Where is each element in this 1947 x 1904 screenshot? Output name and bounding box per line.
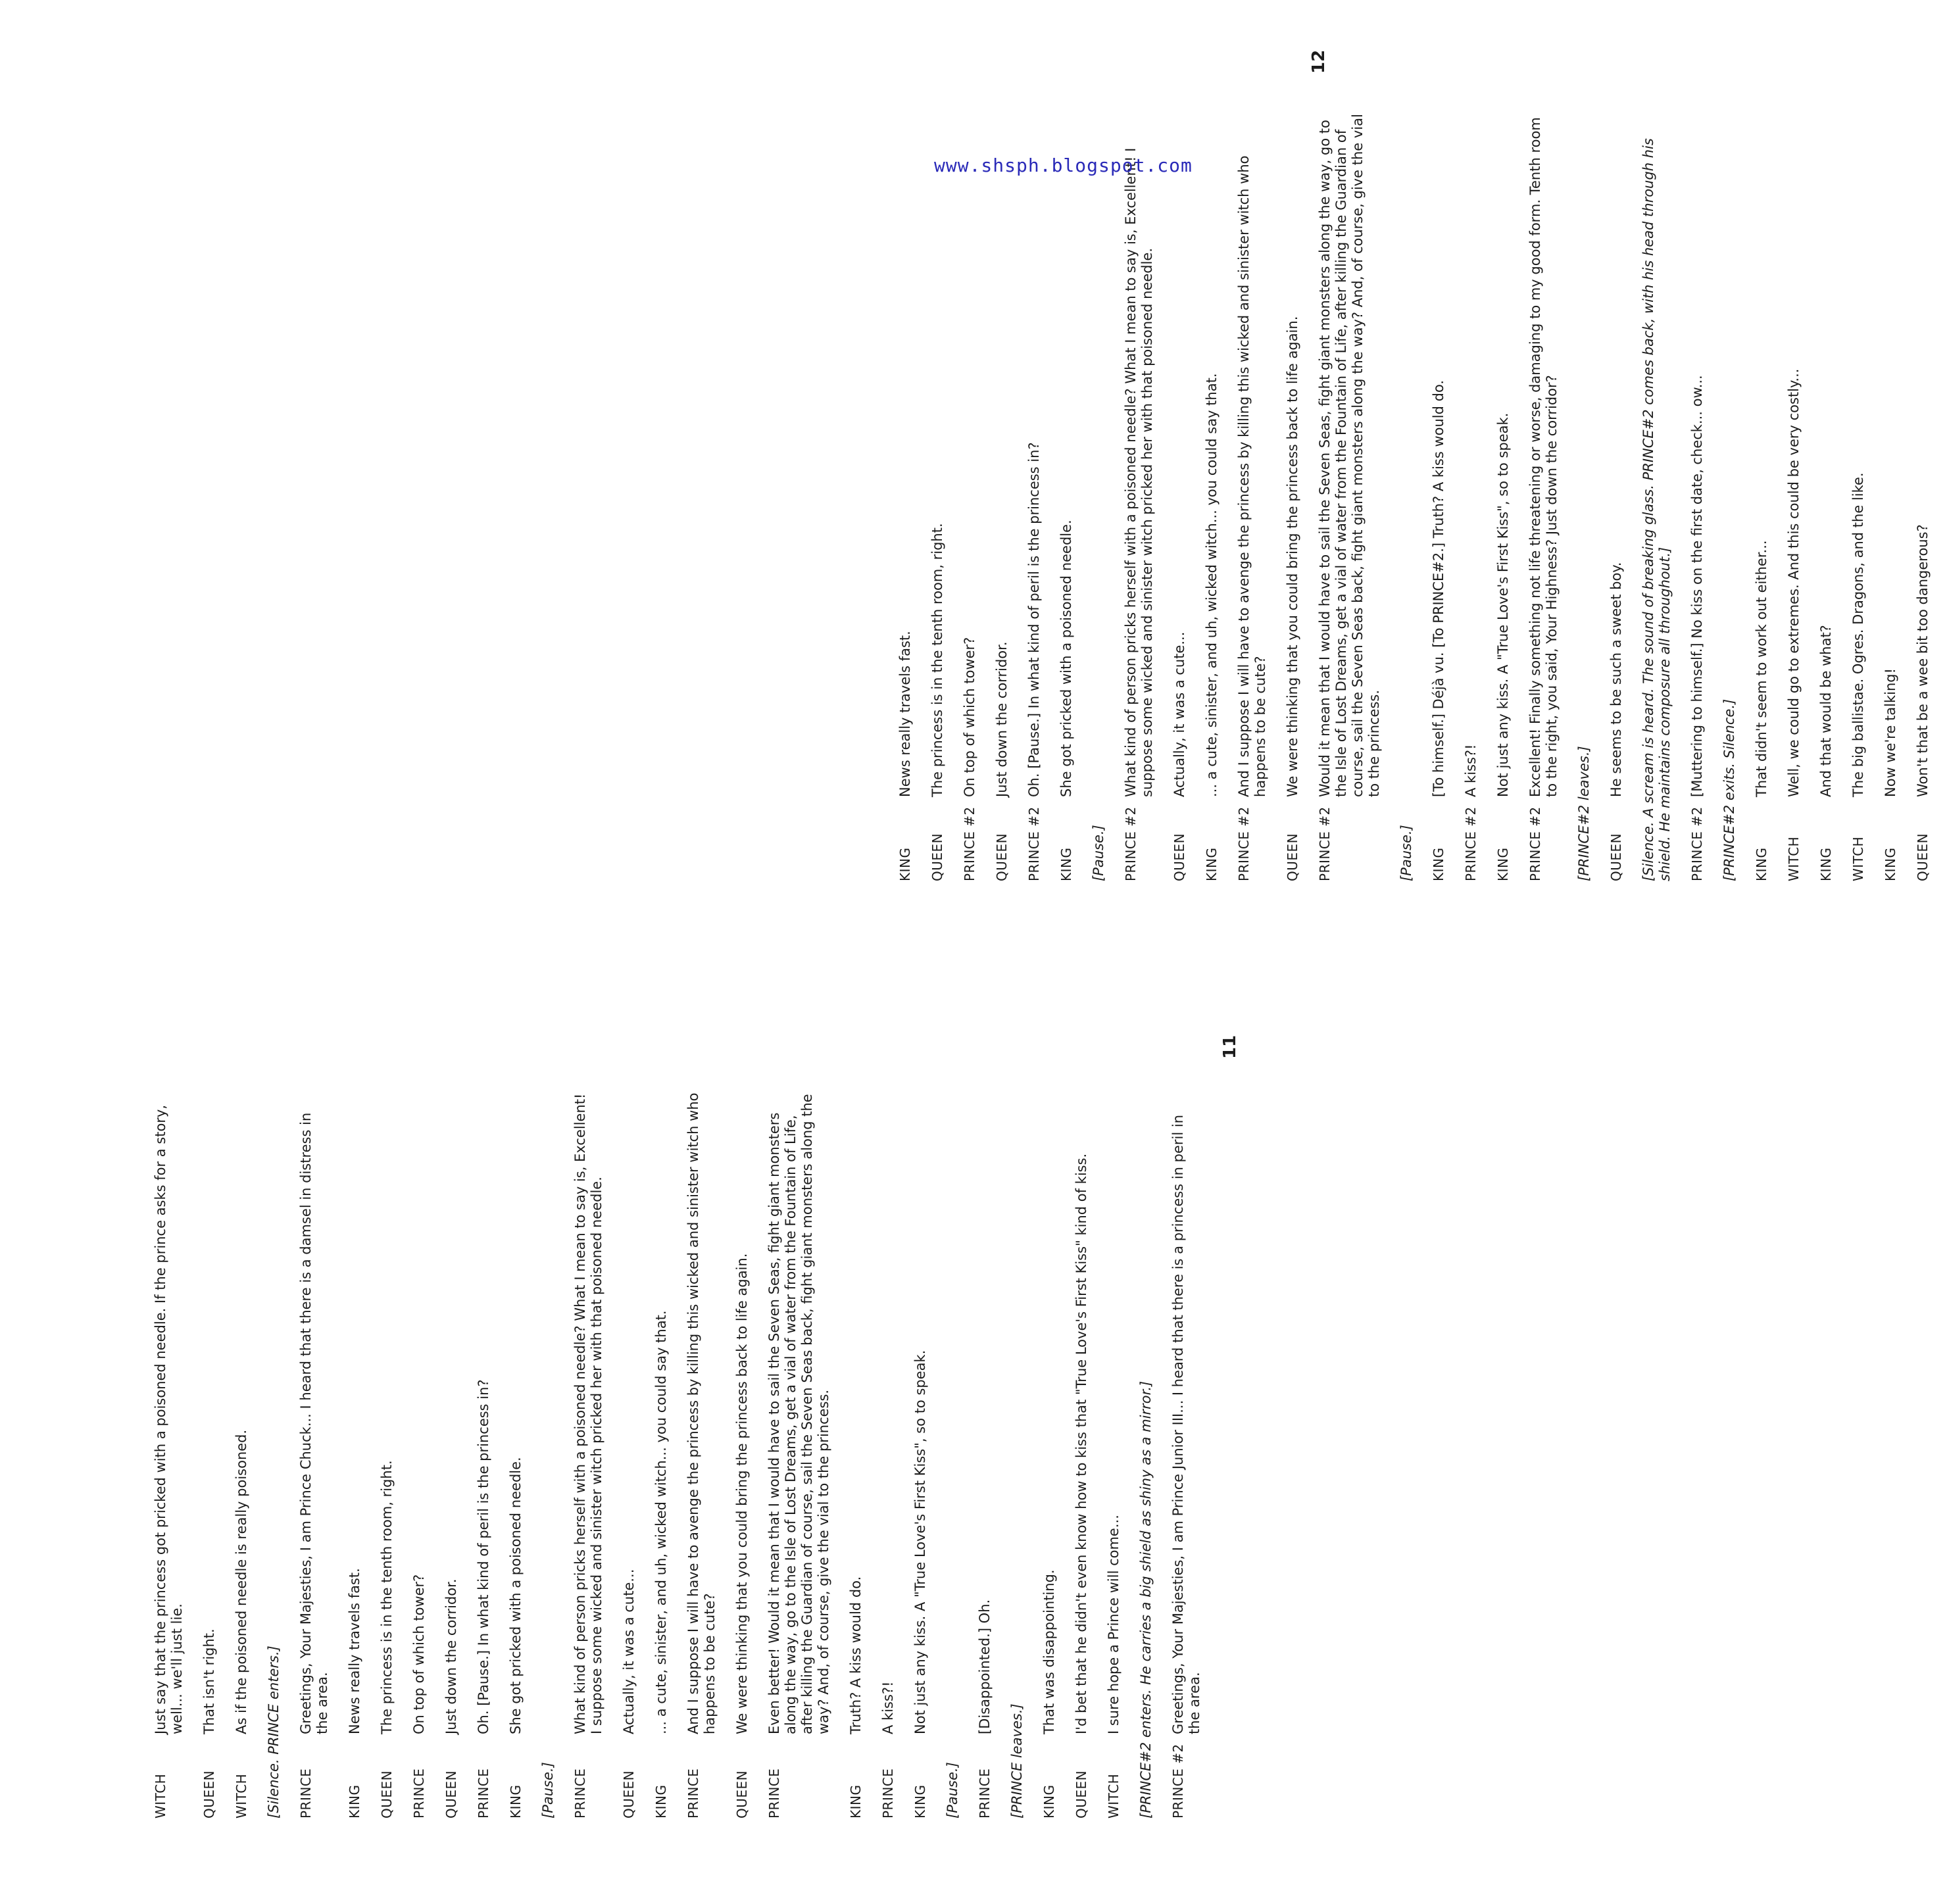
speaker-name: KING [1058, 847, 1074, 881]
speaker-name: WITCH [1106, 1773, 1121, 1819]
dialogue-line [1123, 102, 1156, 881]
dialogue-line [379, 1092, 395, 1819]
dialogue-line [1106, 1092, 1122, 1819]
stage-direction-text: [Pause.] [1091, 825, 1106, 881]
dialogue-text: On top of which tower? [411, 1574, 427, 1734]
speaker-name: QUEEN [929, 833, 945, 881]
speaker-name: KING [1818, 847, 1834, 881]
dialogue-line [201, 1092, 218, 1819]
dialogue-text: Excellent! Finally something not life threatening or worse, damaging to my good form. Tenth room to the right, you said, Your Highness? Just down the corridor? [1527, 117, 1560, 797]
dialogue-line [411, 1092, 428, 1819]
dialogue-line [1285, 102, 1301, 881]
dialogue-line [1236, 102, 1269, 881]
stage-direction [1009, 1092, 1025, 1819]
dialogue-text: And I suppose I will have to avenge the princess by killing this wicked and sinister witch who happens to be cute? [1236, 155, 1268, 797]
dialogue-text: Would it mean that I would have to sail the Seven Seas, fight giant monsters along the way, go to the Isle of Lost Dreams, get a vial of water from the Fountain of Life, after killing the Guardian of course, sail the Seven Seas back, fight giant monsters along the way? And, of course, give the vial to the princess. [1317, 114, 1382, 797]
dialogue-line [1495, 102, 1512, 881]
speaker-name: PRINCE [766, 1768, 782, 1819]
stage-direction [1721, 102, 1738, 881]
speaker-name: QUEEN [734, 1770, 750, 1819]
speaker-name: WITCH [1786, 836, 1802, 881]
dialogue-line [929, 102, 946, 881]
dialogue-line [653, 1092, 670, 1819]
dialogue-text: Just down the corridor. [443, 1578, 459, 1734]
stage-direction [1576, 102, 1592, 881]
dialogue-line [1915, 102, 1931, 881]
dialogue-text: Even better! Would it mean that I would have to sail the Seven Seas, fight giant monsters along the way, go to the Isle of Lost Dreams, get a vial of water from the Fountain of Life, after killing the Guardian of course, sail the Seven Seas back, fight giant monsters along the way? And, of course, give the vial to the princess. [766, 1094, 831, 1734]
dialogue-line [1689, 102, 1706, 881]
speaker-name: KING [1495, 847, 1511, 881]
speaker-name: KING [848, 1784, 864, 1819]
dialogue-text: That was disappointing. [1041, 1569, 1057, 1734]
dialogue-line [153, 1092, 185, 1819]
dialogue-text: A kiss?! [1463, 744, 1479, 797]
dialogue-line [1204, 102, 1220, 881]
page-number: 12 [1309, 49, 1329, 74]
dialogue-text: She got pricked with a poisoned needle. [508, 1457, 524, 1734]
speaker-name: KING [1754, 847, 1769, 881]
dialogue-text: Not just any kiss. A "True Love's First Kiss", so to speak. [1495, 412, 1511, 797]
dialogue-line [1041, 1092, 1058, 1819]
stage-direction [1640, 102, 1673, 881]
speaker-name: KING [1204, 847, 1220, 881]
stage-direction-text: [Silence. A scream is heard. The sound of breaking glass. PRINCE#2 comes back, with his head through his shield. He maintains composure all throughout.] [1640, 138, 1673, 881]
dialogue-line [880, 1092, 897, 1819]
dialogue-line [234, 1092, 250, 1819]
stage-direction [1398, 102, 1415, 881]
dialogue-text: Actually, it was a cute... [1171, 631, 1187, 797]
dialogue-line [897, 102, 914, 881]
dialogue-line [1850, 102, 1867, 881]
speaker-name: QUEEN [1915, 833, 1931, 881]
speaker-name: KING [1883, 847, 1898, 881]
dialogue-line [912, 1092, 929, 1819]
speaker-name: PRINCE #2 [1317, 806, 1333, 881]
speaker-name: KING [508, 1784, 524, 1819]
dialogue-text: I'd bet that he didn't even know how to kiss that "True Love's First Kiss" kind of kiss. [1073, 1153, 1089, 1734]
dialogue-text: Actually, it was a cute... [621, 1569, 637, 1734]
stage-direction [1091, 102, 1107, 881]
dialogue-text: Just say that the princess got pricked with a poisoned needle. If the prince asks for a story, well... we'll just lie. [153, 1104, 185, 1734]
speaker-name: PRINCE [476, 1768, 491, 1819]
dialogue-text: [Muttering to himself.] No kiss on the first date, check... ow... [1689, 375, 1705, 797]
speaker-name: QUEEN [621, 1770, 637, 1819]
stage-direction [266, 1092, 282, 1819]
stage-direction-text: [Pause.] [540, 1762, 556, 1819]
dialogue-line [1073, 1092, 1090, 1819]
dialogue-text: She got pricked with a poisoned needle. [1058, 520, 1074, 797]
speaker-name: PRINCE #2 [1463, 806, 1479, 881]
stage-direction-text: [PRINCE#2 enters. He carries a big shield as shiny as a mirror.] [1138, 1380, 1154, 1819]
speaker-name: WITCH [1850, 836, 1866, 881]
dialogue-text: Truth? A kiss would do. [848, 1576, 864, 1734]
dialogue-text: Oh. [Pause.] In what kind of peril is the princess in? [476, 1379, 491, 1734]
dialogue-text: We were thinking that you could bring the princess back to life again. [734, 1253, 750, 1734]
speaker-name: PRINCE [298, 1768, 314, 1819]
dialogue-line [1058, 102, 1075, 881]
dialogue-line [476, 1092, 492, 1819]
watermark: www.shsph.blogspot.com [934, 155, 1193, 176]
stage-direction [1138, 1092, 1154, 1819]
stage-direction [540, 1092, 556, 1819]
dialogue-text: Now we're talking! [1883, 668, 1898, 797]
speaker-name: PRINCE [685, 1768, 701, 1819]
dialogue-text: The big ballistae. Ogres. Dragons, and the like. [1850, 472, 1866, 797]
stage-direction-text: [PRINCE#2 leaves.] [1576, 746, 1592, 881]
dialogue-line [298, 1092, 331, 1819]
dialogue-text: That isn't right. [201, 1628, 217, 1734]
speaker-name: KING [347, 1784, 362, 1819]
speaker-name: KING [912, 1784, 928, 1819]
dialogue-text: That didn't seem to work out either... [1754, 540, 1769, 797]
dialogue-line [443, 1092, 460, 1819]
stage-direction-text: [PRINCE leaves.] [1009, 1703, 1025, 1819]
dialogue-text: Not just any kiss. A "True Love's First Kiss", so to speak. [912, 1350, 928, 1734]
dialogue-text: ... a cute, sinister, and uh, wicked witch... you could say that. [653, 1310, 669, 1734]
dialogue-text: [Disappointed.] Oh. [977, 1599, 993, 1734]
speaker-name: KING [1431, 847, 1446, 881]
speaker-name: KING [897, 847, 913, 881]
dialogue-line [1608, 102, 1625, 881]
speaker-name: PRINCE #2 [1170, 1744, 1186, 1819]
dialogue-column [897, 102, 1947, 881]
dialogue-text: A kiss?! [880, 1681, 896, 1734]
dialogue-line [1431, 102, 1447, 881]
dialogue-line [1527, 102, 1560, 881]
dialogue-text: He seems to be such a sweet boy. [1608, 562, 1624, 797]
dialogue-text: And that would be what? [1818, 625, 1834, 797]
dialogue-line [1754, 102, 1770, 881]
script-page-right [0, 0, 1931, 954]
dialogue-text: Oh. [Pause.] In what kind of peril is the princess in? [1026, 442, 1042, 797]
page-number: 11 [1220, 1035, 1240, 1059]
dialogue-line [1171, 102, 1188, 881]
dialogue-line [962, 102, 978, 881]
dialogue-line [1026, 102, 1043, 881]
dialogue-text: Just down the corridor. [994, 641, 1010, 797]
script-page-left [0, 954, 1347, 1904]
speaker-name: PRINCE [572, 1768, 588, 1819]
dialogue-text: We were thinking that you could bring the princess back to life again. [1285, 316, 1300, 797]
speaker-name: QUEEN [1608, 833, 1624, 881]
dialogue-line [1170, 1092, 1203, 1819]
speaker-name: QUEEN [443, 1770, 459, 1819]
speaker-name: WITCH [234, 1773, 249, 1819]
speaker-name: PRINCE [977, 1768, 993, 1819]
stage-direction [945, 1092, 961, 1819]
dialogue-text: On top of which tower? [962, 637, 977, 797]
speaker-name: PRINCE [411, 1768, 427, 1819]
dialogue-line [508, 1092, 524, 1819]
speaker-name: QUEEN [994, 833, 1010, 881]
dialogue-text: The princess is in the tenth room, right. [379, 1460, 395, 1734]
dialogue-text: I sure hope a Prince will come... [1106, 1515, 1121, 1734]
dialogue-text: Greetings, Your Majesties, I am Prince Chuck... I heard that there is a damsel in distress in the area. [298, 1112, 330, 1734]
speaker-name: PRINCE #2 [962, 806, 977, 881]
dialogue-line [347, 1092, 363, 1819]
dialogue-text: As if the poisoned needle is really poisoned. [234, 1429, 249, 1734]
dialogue-line [848, 1092, 864, 1819]
dialogue-text: Greetings, Your Majesties, I am Prince Junior III... I heard that there is a princess in peril in the area. [1170, 1114, 1202, 1734]
dialogue-line [1883, 102, 1899, 881]
speaker-name: QUEEN [1073, 1770, 1089, 1819]
speaker-name: WITCH [153, 1773, 168, 1819]
dialogue-line [977, 1092, 993, 1819]
dialogue-line [1317, 102, 1383, 881]
speaker-name: PRINCE #2 [1689, 806, 1705, 881]
dialogue-line [685, 1092, 718, 1819]
dialogue-line [621, 1092, 637, 1819]
speaker-name: QUEEN [201, 1770, 217, 1819]
speaker-name: PRINCE #2 [1236, 806, 1252, 881]
speaker-name: KING [653, 1784, 669, 1819]
dialogue-text: Well, we could go to extremes. And this could be very costly... [1786, 368, 1802, 797]
speaker-name: PRINCE #2 [1026, 806, 1042, 881]
stage-direction-text: [Silence. PRINCE enters.] [266, 1646, 282, 1819]
dialogue-text: Won't that be a wee bit too dangerous? [1915, 524, 1931, 797]
dialogue-line [572, 1092, 605, 1819]
dialogue-text: And I suppose I will have to avenge the princess by killing this wicked and sinister witch who happens to be cute? [685, 1092, 718, 1734]
dialogue-line [1818, 102, 1835, 881]
speaker-name: PRINCE #2 [1123, 806, 1139, 881]
dialogue-line [766, 1092, 832, 1819]
dialogue-line [1786, 102, 1802, 881]
dialogue-text: ... a cute, sinister, and uh, wicked witch... you could say that. [1204, 373, 1220, 797]
dialogue-column [153, 1092, 1219, 1819]
speaker-name: PRINCE #2 [1527, 806, 1543, 881]
dialogue-text: The princess is in the tenth room, right. [929, 523, 945, 797]
dialogue-line [734, 1092, 751, 1819]
speaker-name: QUEEN [379, 1770, 395, 1819]
dialogue-text: News really travels fast. [347, 1568, 362, 1734]
speaker-name: KING [1041, 1784, 1057, 1819]
speaker-name: PRINCE [880, 1768, 896, 1819]
stage-direction-text: [Pause.] [945, 1762, 960, 1819]
dialogue-text: What kind of person pricks herself with a poisoned needle? What I mean to say is, Excellent! I suppose some wicked and sinister witch pricked her with that poisoned needle. [1123, 147, 1155, 797]
stage-direction-text: [Pause.] [1398, 825, 1414, 881]
speaker-name: QUEEN [1285, 833, 1300, 881]
speaker-name: QUEEN [1171, 833, 1187, 881]
dialogue-text: News really travels fast. [897, 631, 913, 797]
dialogue-line [994, 102, 1010, 881]
stage-direction-text: [PRINCE#2 exits. Silence.] [1721, 698, 1737, 881]
dialogue-text: [To himself.] Déjà vu. [To PRINCE#2.] Truth? A kiss would do. [1431, 379, 1446, 797]
dialogue-text: What kind of person pricks herself with a poisoned needle? What I mean to say is, Excellent! I suppose some wicked and sinister witch pricked her with that poisoned needle. [572, 1093, 604, 1734]
dialogue-line [1463, 102, 1479, 881]
